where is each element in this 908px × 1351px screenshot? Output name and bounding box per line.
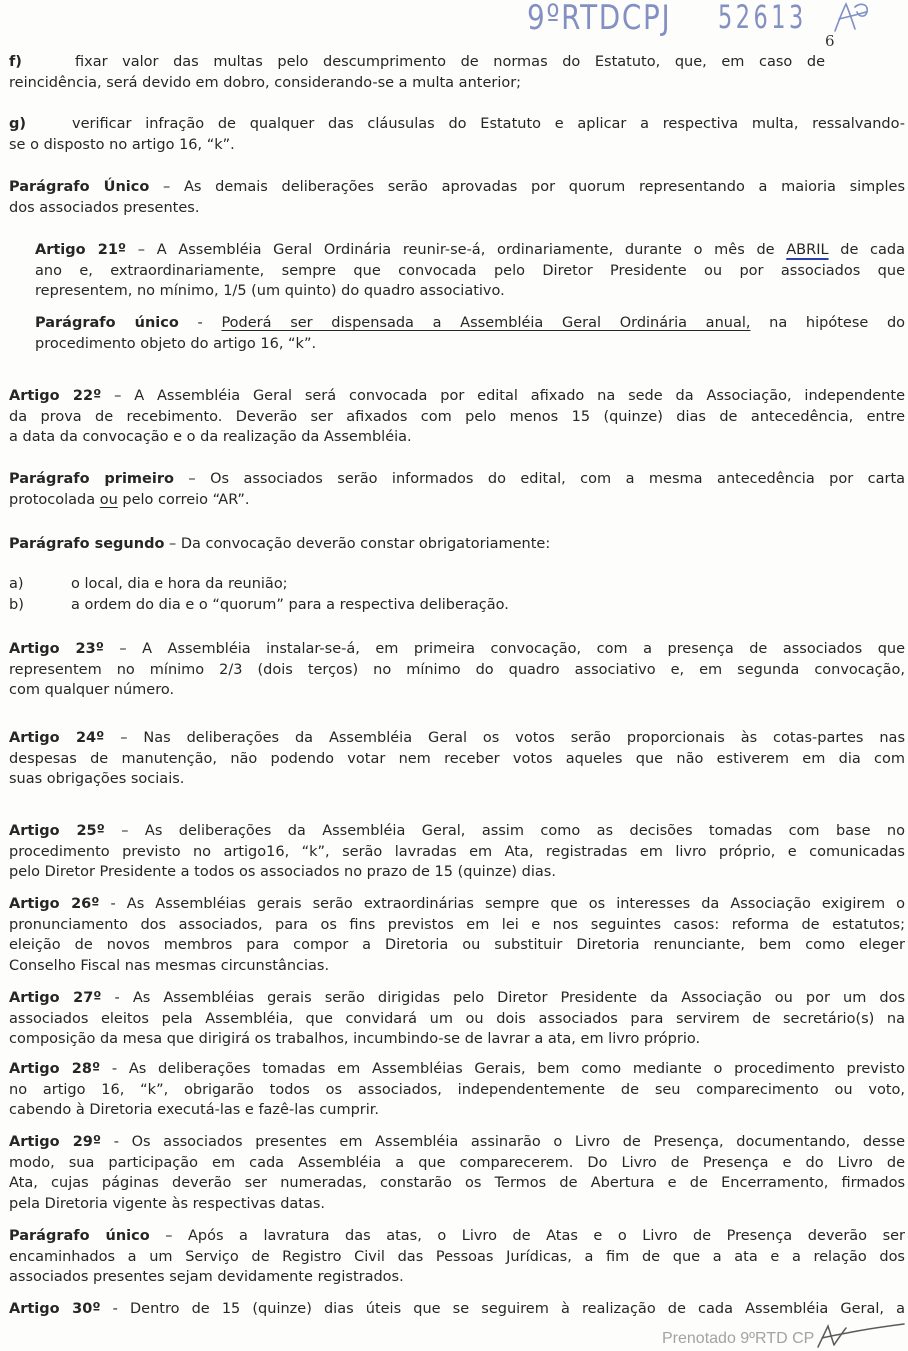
article-heading: Artigo 27º [9, 990, 102, 1006]
text-line [9, 988, 905, 1009]
text-line [9, 386, 905, 407]
text-line: se o disposto no artigo 16, “k”. [9, 136, 235, 153]
list-item [9, 574, 905, 595]
text-line: pela Diretoria vigente às respectivas datas. [9, 1196, 326, 1213]
artigo-26 [9, 894, 905, 977]
paragraph-heading: Parágrafo único [35, 315, 179, 331]
text-line: ano e, extraordinariamente, sempre que convocada pelo Diretor Presidente ou por associados que [35, 262, 905, 279]
separator: - [197, 315, 203, 331]
article-heading: Artigo 23º [9, 641, 104, 657]
text-line [9, 1299, 905, 1320]
article-heading: Artigo 22º [9, 388, 102, 404]
text-run: – A Assembléia Geral Ordinária reunir-se-á, ordinariamente, durante o mês de [137, 242, 775, 258]
underlined-month: ABRIL [786, 242, 829, 258]
page-number: 6 [825, 32, 835, 50]
text-line [9, 534, 905, 555]
article-heading: Artigo 26º [9, 896, 100, 912]
text-line [35, 240, 905, 261]
text-line [9, 1226, 905, 1247]
paragraph-heading: Parágrafo único [9, 1228, 150, 1244]
article-heading: Artigo 25º [9, 823, 105, 839]
text-line [9, 639, 905, 660]
text-line: Conselho Fiscal nas mesmas circunstâncias. [9, 958, 330, 975]
text-run: o local, dia e hora da reunião; [71, 576, 288, 592]
text-run: de cada [840, 242, 906, 258]
text-run: – As demais deliberações serão aprovadas por quorum representando a maioria simples [163, 179, 906, 195]
text-run: – Nas deliberações da Assembléia Geral os votos serão proporcionais às cotas-partes nas [120, 730, 905, 746]
artigo-23 [9, 639, 905, 701]
text-line: cabendo à Diretoria executá-las e fazê-las cumprir. [9, 1102, 379, 1119]
text-run: – A Assembléia Geral será convocada por edital afixado na sede da Associação, independente [114, 388, 905, 404]
text-run: verificar infração de qualquer das cláusulas do Estatuto e aplicar a respectiva multa, ressalvando- [72, 116, 905, 132]
text-line: modo, sua participação em cada Assembléia a que comparecerem. Do Livro de Presença e do Livro de [9, 1154, 905, 1171]
article-heading: Artigo 21º [35, 242, 127, 258]
artigo-30 [9, 1299, 905, 1320]
text-run: – As deliberações da Assembléia Geral, assim como as decisões tomadas com base no [121, 823, 905, 839]
text-line: associados presentes sejam devidamente registrados. [9, 1269, 404, 1286]
text-run: – Após a lavratura das atas, o Livro de Atas e o Livro de Presença deverão ser [165, 1228, 906, 1244]
paragrafo-unico-deliberacoes [9, 177, 905, 218]
text-line: suas obrigações sociais. [9, 771, 185, 788]
text-line: com qualquer número. [9, 682, 175, 699]
text-line: encaminhados a um Serviço de Registro Civil das Pessoas Jurídicas, a fim de que a ata e a relação dos [9, 1248, 905, 1265]
text-line [9, 469, 905, 490]
paragraph-heading: Parágrafo Único [9, 179, 150, 195]
artigo-27 [9, 988, 905, 1050]
text-line: composição da mesa que dirigirá os trabalhos, incumbindo-se de lavrar a ata, em livro próprio. [9, 1031, 701, 1048]
alineas-list [9, 574, 905, 615]
text-line: reincidência, será devido em dobro, considerando-se a multa anterior; [9, 74, 522, 91]
paragraph-heading: Parágrafo primeiro [9, 471, 174, 487]
item-marker: b) [9, 596, 24, 613]
text-line [9, 821, 905, 842]
text-run: - Os associados presentes em Assembléia assinarão o Livro de Presença, documentando, desse [113, 1134, 905, 1150]
list-item [9, 595, 905, 616]
text-run: pelo correio “AR”. [122, 491, 250, 508]
paragraph-heading: Parágrafo segundo [9, 536, 165, 552]
article-heading: Artigo 24º [9, 730, 105, 746]
registry-stamp-number: 52613 [718, 0, 807, 36]
paragrafo-unico-21 [35, 313, 905, 354]
paragrafo-segundo [9, 534, 905, 555]
prenotation-stamp: Prenotado 9ºRTD CP [662, 1330, 815, 1347]
stamp-initials-signature [830, 0, 872, 34]
artigo-29 [9, 1132, 905, 1215]
text-line [9, 728, 905, 749]
text-line [9, 1132, 905, 1153]
text-line: da prova de recebimento. Deverão ser afixados com pelo menos 15 (quinze) dias de antecedência, entre [9, 408, 905, 425]
text-run: a ordem do dia e o “quorum” para a respectiva deliberação. [71, 596, 509, 613]
text-line [9, 1059, 905, 1080]
item-marker: a) [9, 576, 24, 592]
text-line: representem no mínimo 2/3 (dois terços) no mínimo do quadro associativo e, em segunda convocação, [9, 661, 905, 678]
artigo-28 [9, 1059, 905, 1121]
artigo-21 [35, 240, 905, 302]
item-marker: f) [9, 54, 22, 70]
text-line: no artigo 16, “k”, obrigarão todos os associados, independentemente de seu comparecimento ou voto, [9, 1081, 905, 1098]
artigo-25 [9, 821, 905, 883]
text-line: dos associados presentes. [9, 199, 200, 216]
text-line: representem, no mínimo, 1/5 (um quinto) do quadro associativo. [35, 283, 505, 300]
article-heading: Artigo 30º [9, 1301, 101, 1317]
text-line [9, 490, 905, 511]
text-line [9, 177, 905, 198]
prenotation-signature [812, 1318, 906, 1350]
text-line: procedimento objeto do artigo 16, “k”. [35, 335, 317, 352]
article-heading: Artigo 28º [9, 1061, 101, 1077]
text-run: fixar valor das multas pelo descumprimento de normas do Estatuto, que, em caso de [75, 54, 825, 70]
item-f [9, 52, 825, 93]
text-run: na hipótese do [769, 315, 906, 331]
text-line [9, 52, 825, 73]
text-line: eleição de novos membros para compor a Diretoria ou substituir Diretoria renunciante, bem como eleger [9, 937, 905, 954]
item-g [9, 114, 905, 155]
text-line: pronunciamento dos associados, para os fins previstos em lei e nos seguintes casos: reforma de estatutos; [9, 916, 905, 933]
text-line: pelo Diretor Presidente a todos os associados no prazo de 15 (quinze) dias. [9, 864, 556, 881]
item-marker: g) [9, 116, 27, 132]
registry-stamp-code: 9ºRTDCPJ [527, 0, 672, 38]
article-heading: Artigo 29º [9, 1134, 102, 1150]
text-run: – Os associados serão informados do edital, com a mesma antecedência por carta [188, 471, 906, 487]
text-run: - Dentro de 15 (quinze) dias úteis que se seguirem à realização de cada Assembléia Geral, a [112, 1301, 906, 1317]
text-run: - As deliberações tomadas em Assembléias Gerais, bem como mediante o procedimento previsto [111, 1061, 905, 1077]
text-run: – Da convocação deverão constar obrigatoriamente: [169, 536, 551, 552]
text-run: – A Assembléia instalar-se-á, em primeira convocação, com a presença de associados que [119, 641, 906, 657]
text-line [9, 894, 905, 915]
text-line: associados eleitos pela Assembléia, que convidará um ou dois associados para servirem de secretário(s) na [9, 1010, 905, 1027]
underlined-text: Poderá ser dispensada a Assembléia Geral Ordinária anual, [221, 315, 751, 331]
text-line [35, 313, 905, 334]
paragrafo-unico-29 [9, 1226, 905, 1288]
text-line: procedimento previsto no artigo16, “k”, serão lavradas em Ata, registradas em livro próprio, e comunicadas [9, 843, 905, 860]
paragrafo-primeiro [9, 469, 905, 510]
text-line: despesas de manutenção, não podendo votar nem receber votos aqueles que não estiverem em dia com [9, 750, 905, 767]
text-run: - As Assembléias gerais serão extraordinárias sempre que os interesses da Associação exigirem o [110, 896, 905, 912]
text-line: Ata, cujas páginas deverão ser numeradas, constarão os Termos de Abertura e de Encerramento, firmados [9, 1175, 905, 1192]
text-run: protocolada [9, 491, 96, 508]
text-line [9, 114, 905, 135]
artigo-24 [9, 728, 905, 790]
text-line: a data da convocação e o da realização da Assembléia. [9, 429, 412, 446]
artigo-22 [9, 386, 905, 448]
text-run: - As Assembléias gerais serão dirigidas pelo Diretor Presidente da Associação ou por um dos [114, 990, 905, 1006]
underlined-text: ou [99, 491, 118, 508]
